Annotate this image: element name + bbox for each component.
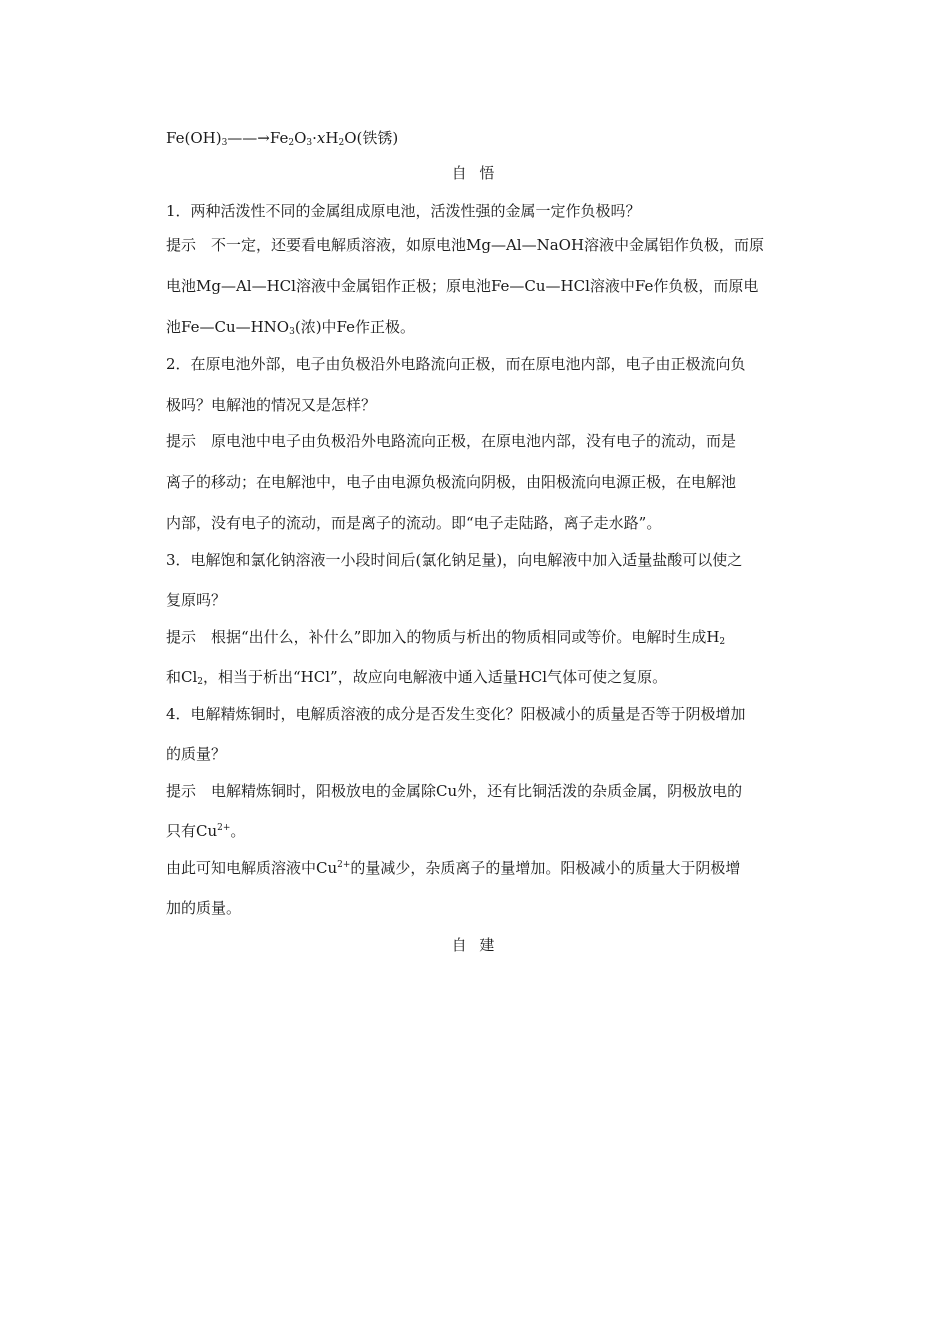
question-4-line: 的质量？ [166,745,227,763]
answer-1-line [166,317,816,337]
formula-oh: (OH) [184,129,222,147]
formula-fe2: Fe [269,129,289,147]
formula-sub: 2 [338,138,345,148]
question-2-line: 极吗？电解池的情况又是怎样？ [166,396,377,414]
superscript: 2+ [217,823,231,833]
answer-1-line: 电池Mg—Al—HCl溶液中金属铝作正极；原电池Fe—Cu—HCl溶液中Fe作负极，而原电 [166,277,759,295]
formula-x: x [316,129,326,147]
formula-sub: 2 [288,138,295,148]
answer-4-line: 加的质量。 [166,899,242,917]
answer-1-line: 提示 不一定，还要看电解质溶液，如原电池Mg—Al—NaOH溶液中金属铝作负极，而原 [166,236,765,254]
answer-2-line: 内部，没有电子的流动，而是离子的流动。即“电子走陆路，离子走水路”。 [166,514,662,532]
rust-formula [166,128,816,148]
text-run: 和Cl [166,668,198,686]
reaction-arrow: ——→ [227,129,270,147]
answer-2-line: 离子的移动；在电解池中，电子由电源负极流向阴极，由阳极流向电源正极，在电解池 [166,473,737,491]
question-3-line: 3．电解饱和氯化钠溶液一小段时间后(氯化钠足量)，向电解液中加入适量盐酸可以使之 [166,551,743,569]
text-run: 池Fe—Cu—HNO [166,318,290,336]
text-run: 提示 根据“出什么，补什么”即加入的物质与析出的物质相同或等价。电解时生成H [166,628,720,646]
question-4-line: 4．电解精炼铜时，电解质溶液的成分是否发生变化？阳极减小的质量是否等于阴极增加 [166,705,746,723]
answer-4-line [166,858,816,878]
section-heading-ziwu: 自 悟 [451,164,499,182]
answer-3-line [166,667,816,687]
text-run: 由此可知电解质溶液中Cu [166,859,338,877]
subscript: 3 [289,327,295,337]
formula-sub: 3 [306,138,313,148]
answer-4-line [166,821,816,841]
text-run: (浓)中Fe作正极。 [294,318,416,336]
formula-dot: · [312,129,317,147]
section-heading-zijian: 自 建 [451,936,499,954]
answer-3-line [166,627,816,647]
subscript: 2 [197,677,204,687]
text-run: 。 [230,822,246,840]
formula-h: H [325,129,339,147]
formula-fe: Fe [166,129,185,147]
subscript: 2 [719,637,726,647]
question-2-line: 2．在原电池外部，电子由负极沿外电路流向正极，而在原电池内部，电子由正极流向负 [166,355,746,373]
formula-o: O [294,129,307,147]
answer-2-line: 提示 原电池中电子由负极沿外电路流向正极，在原电池内部，没有电子的流动，而是 [166,432,737,450]
question-3-line: 复原吗？ [166,591,227,609]
formula-tail: O(铁锈) [344,129,399,147]
text-run: 只有Cu [166,822,218,840]
formula-sub: 3 [221,138,228,148]
text-run: ，相当于析出“HCl”，故应向电解液中通入适量HCl气体可使之复原。 [203,668,668,686]
question-1: 1．两种活泼性不同的金属组成原电池，活泼性强的金属一定作负极吗？ [166,202,641,220]
answer-4-line: 提示 电解精炼铜时，阳极放电的金属除Cu外，还有比铜活泼的杂质金属，阴极放电的 [166,782,743,800]
superscript: 2+ [337,860,351,870]
text-run: 的量减少，杂质离子的量增加。阳极减小的质量大于阴极增 [350,859,741,877]
